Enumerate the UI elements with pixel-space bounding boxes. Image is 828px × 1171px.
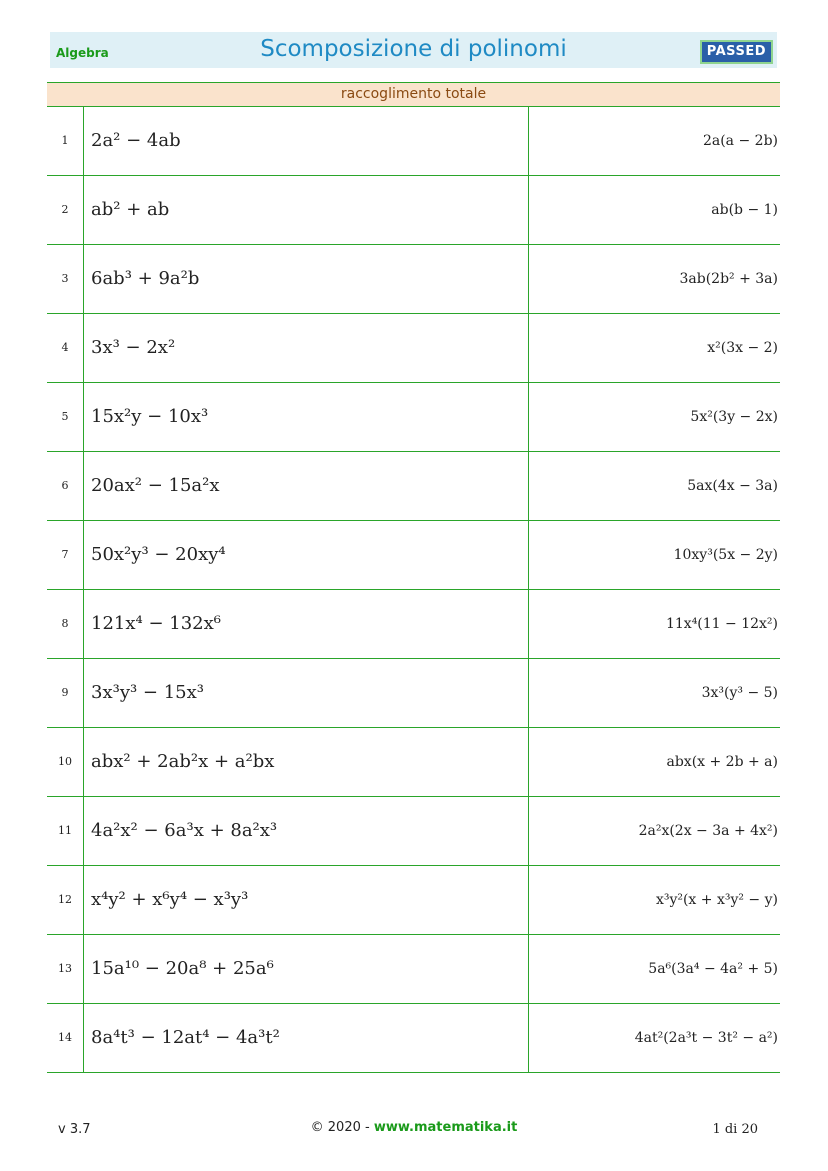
exercise-expression: 50x²y³ − 20xy⁴ xyxy=(91,544,226,565)
table-row xyxy=(47,659,780,728)
exercise-answer: abx(x + 2b + a) xyxy=(666,754,778,770)
site-link[interactable]: www.matematika.it xyxy=(373,1120,518,1135)
page-number: 1 di 20 xyxy=(712,1122,758,1137)
exercise-expression: 4a²x² − 6a³x + 8a²x³ xyxy=(91,820,278,841)
copyright-text: © 2020 - xyxy=(310,1120,374,1135)
table-row xyxy=(47,383,780,452)
exercise-number: 4 xyxy=(61,341,69,354)
exercise-expression: abx² + 2ab²x + a²bx xyxy=(91,751,275,772)
column-divider xyxy=(83,866,84,934)
exercise-expression: 3x³y³ − 15x³ xyxy=(91,682,205,703)
version-label: v 3.7 xyxy=(58,1122,91,1137)
table-row xyxy=(47,521,780,590)
exercise-number: 7 xyxy=(61,548,69,561)
column-divider xyxy=(528,245,529,313)
exercise-answer: 2a(a − 2b) xyxy=(702,133,778,149)
exercise-answer: 3x³(y³ − 5) xyxy=(701,685,778,701)
exercise-rows xyxy=(47,107,780,1073)
column-divider xyxy=(528,659,529,727)
exercise-number: 10 xyxy=(58,755,72,768)
exercise-expression: 6ab³ + 9a²b xyxy=(91,268,200,289)
exercise-expression: ab² + ab xyxy=(91,199,170,220)
exercise-number: 12 xyxy=(58,893,72,906)
page-header xyxy=(50,32,777,68)
exercise-answer: 4at²(2a³t − 3t² − a²) xyxy=(634,1030,778,1046)
column-divider xyxy=(83,935,84,1003)
exercise-answer: 5ax(4x − 3a) xyxy=(687,478,778,494)
copyright xyxy=(0,1120,828,1135)
column-divider xyxy=(528,1004,529,1072)
exercise-answer: x³y²(x + x³y² − y) xyxy=(655,892,778,908)
column-divider xyxy=(83,521,84,589)
exercise-number: 2 xyxy=(61,203,69,216)
column-divider xyxy=(528,728,529,796)
exercise-number: 6 xyxy=(61,479,69,492)
column-divider xyxy=(528,383,529,451)
table-row xyxy=(47,590,780,659)
exercise-expression: x⁴y² + x⁶y⁴ − x³y³ xyxy=(91,889,249,910)
column-divider xyxy=(83,383,84,451)
exercise-number: 5 xyxy=(61,410,69,423)
exercise-expression: 20ax² − 15a²x xyxy=(91,475,220,496)
exercise-expression: 2a² − 4ab xyxy=(91,130,181,151)
column-divider xyxy=(83,452,84,520)
column-divider xyxy=(83,728,84,796)
column-divider xyxy=(83,314,84,382)
exercise-number: 9 xyxy=(61,686,69,699)
passed-badge: PASSED xyxy=(700,40,773,64)
column-divider xyxy=(528,452,529,520)
subject-label: Algebra xyxy=(56,46,109,60)
exercise-expression: 15a¹⁰ − 20a⁸ + 25a⁶ xyxy=(91,958,274,979)
table-row xyxy=(47,728,780,797)
column-divider xyxy=(83,1004,84,1072)
table-row xyxy=(47,797,780,866)
exercise-number: 13 xyxy=(58,962,72,975)
column-divider xyxy=(83,590,84,658)
column-divider xyxy=(83,797,84,865)
exercise-number: 1 xyxy=(61,134,69,147)
exercise-expression: 8a⁴t³ − 12at⁴ − 4a³t² xyxy=(91,1027,280,1048)
column-divider xyxy=(528,176,529,244)
column-divider xyxy=(528,107,529,175)
table-row xyxy=(47,452,780,521)
exercise-answer: 5a⁶(3a⁴ − 4a² + 5) xyxy=(648,961,778,977)
page-footer xyxy=(0,1120,828,1140)
column-divider xyxy=(83,176,84,244)
column-divider xyxy=(528,314,529,382)
column-divider xyxy=(528,521,529,589)
table-row xyxy=(47,866,780,935)
column-divider xyxy=(528,866,529,934)
table-row xyxy=(47,107,780,176)
table-row xyxy=(47,1004,780,1073)
exercise-answer: 5x²(3y − 2x) xyxy=(690,409,778,425)
exercise-answer: 3ab(2b² + 3a) xyxy=(679,271,778,287)
exercise-table xyxy=(47,82,780,1073)
table-row xyxy=(47,314,780,383)
column-divider xyxy=(528,935,529,1003)
column-divider xyxy=(83,659,84,727)
exercise-answer: x²(3x − 2) xyxy=(707,340,778,356)
table-row xyxy=(47,176,780,245)
exercise-answer: 11x⁴(11 − 12x²) xyxy=(665,616,778,632)
column-divider xyxy=(83,245,84,313)
exercise-number: 8 xyxy=(61,617,69,630)
exercise-number: 3 xyxy=(61,272,69,285)
page-title: Scomposizione di polinomi xyxy=(260,36,567,62)
exercise-answer: ab(b − 1) xyxy=(711,202,778,218)
column-divider xyxy=(528,797,529,865)
table-row xyxy=(47,245,780,314)
exercise-expression: 121x⁴ − 132x⁶ xyxy=(91,613,221,634)
exercise-answer: 10xy³(5x − 2y) xyxy=(673,547,778,563)
section-title: raccoglimento totale xyxy=(47,82,780,107)
exercise-number: 14 xyxy=(58,1031,72,1044)
exercise-number: 11 xyxy=(58,824,72,837)
exercise-expression: 3x³ − 2x² xyxy=(91,337,176,358)
table-row xyxy=(47,935,780,1004)
column-divider xyxy=(83,107,84,175)
column-divider xyxy=(528,590,529,658)
exercise-expression: 15x²y − 10x³ xyxy=(91,406,209,427)
exercise-answer: 2a²x(2x − 3a + 4x²) xyxy=(638,823,778,839)
